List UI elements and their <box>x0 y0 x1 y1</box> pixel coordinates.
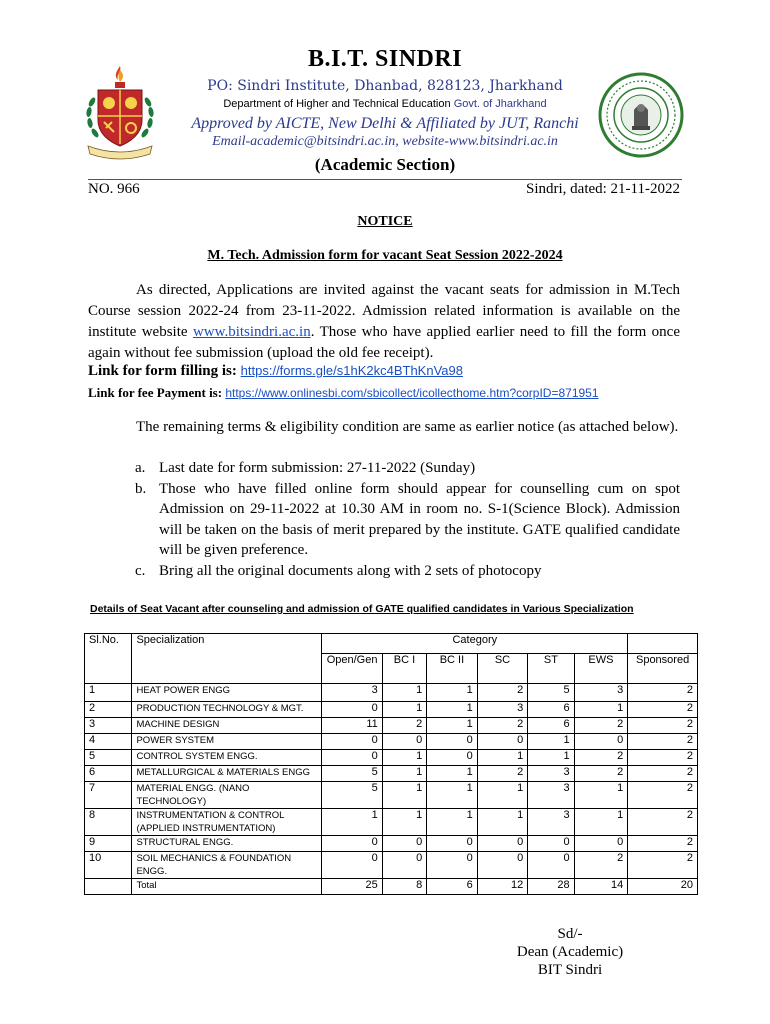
row-specialization: MACHINE DESIGN <box>132 718 322 734</box>
row-value-cell: 2 <box>628 809 698 836</box>
signature-title: Dean (Academic) <box>516 944 624 960</box>
row-value-cell: 0 <box>427 734 478 750</box>
row-value-cell: 6 <box>528 702 574 718</box>
row-value-cell: 0 <box>528 852 574 879</box>
table-row <box>85 782 698 809</box>
total-cell: 14 <box>574 879 628 895</box>
signature-institute: BIT Sindri <box>537 962 603 978</box>
total-row <box>85 879 698 895</box>
institute-title: B.I.T. SINDRI <box>307 46 463 72</box>
row-value-cell: 2 <box>477 684 528 702</box>
row-slno: 6 <box>85 766 132 782</box>
row-value-cell: 2 <box>477 718 528 734</box>
row-slno: 4 <box>85 734 132 750</box>
table-row <box>85 718 698 734</box>
row-specialization: POWER SYSTEM <box>132 734 322 750</box>
row-value-cell: 2 <box>628 782 698 809</box>
list-item-text: Last date for form submission: 27-11-2022 (Sunday) <box>159 460 476 476</box>
row-value-cell: 0 <box>427 750 478 766</box>
row-value-cell: 2 <box>628 852 698 879</box>
header-spec-cont <box>132 654 322 684</box>
header-bc2: BC II <box>427 654 478 684</box>
total-label: Total <box>132 879 322 895</box>
row-value-cell: 1 <box>574 809 628 836</box>
form-link-line <box>88 363 463 380</box>
header-divider <box>88 179 682 180</box>
form-link[interactable]: https://forms.gle/s1hK2kc4BThKnVa98 <box>240 363 463 378</box>
row-value-cell: 1 <box>477 782 528 809</box>
department-name: Department of Higher and Technical Education <box>223 98 451 110</box>
row-value-cell: 1 <box>427 702 478 718</box>
row-value-cell: 1 <box>382 782 426 809</box>
header-st: ST <box>528 654 574 684</box>
header-ews: EWS <box>574 654 628 684</box>
row-specialization: METALLURGICAL & MATERIALS ENGG <box>132 766 322 782</box>
row-value-cell: 2 <box>628 836 698 852</box>
row-slno: 3 <box>85 718 132 734</box>
row-value-cell: 0 <box>477 836 528 852</box>
section-name: (Academic Section) <box>314 155 456 174</box>
row-value-cell: 1 <box>382 750 426 766</box>
row-value-cell: 6 <box>528 718 574 734</box>
row-value-cell: 0 <box>322 852 382 879</box>
row-value-cell: 3 <box>574 684 628 702</box>
government-name: Govt. of Jharkhand <box>453 98 547 110</box>
row-slno: 9 <box>85 836 132 852</box>
row-value-cell: 1 <box>574 782 628 809</box>
notice-heading: NOTICE <box>357 214 413 229</box>
header-slno-cont <box>85 654 132 684</box>
row-value-cell: 2 <box>628 718 698 734</box>
notice-paragraph-2 <box>88 417 680 438</box>
row-value-cell: 2 <box>574 750 628 766</box>
header-category-pad <box>628 634 698 654</box>
row-value-cell: 1 <box>477 809 528 836</box>
email-website-line: Email-academic@bitsindri.ac.in, website-www.bitsindri.ac.in <box>212 134 558 149</box>
total-cell: 8 <box>382 879 426 895</box>
row-value-cell: 2 <box>382 718 426 734</box>
header-open-gen: Open/Gen <box>322 654 382 684</box>
row-value-cell: 0 <box>574 734 628 750</box>
header-slno: Sl.No. <box>85 634 132 654</box>
table-row <box>85 702 698 718</box>
row-slno: 5 <box>85 750 132 766</box>
row-value-cell: 5 <box>322 766 382 782</box>
row-value-cell: 3 <box>477 702 528 718</box>
seat-table-title: Details of Seat Vacant after counseling and admission of GATE qualified candidates in Various Specialization <box>90 603 634 615</box>
notice-subject: M. Tech. Admission form for vacant Seat Session 2022-2024 <box>207 248 563 263</box>
row-value-cell: 2 <box>628 702 698 718</box>
row-value-cell: 1 <box>427 766 478 782</box>
table-row <box>85 734 698 750</box>
list-item-text: Those who have filled online form should appear for counselling cum on spot Admission on 29-11-2022 at 10.30 AM in room no. S-1(Science Block). Admission will be taken on the basis of merit prepared by the institute. GATE qualified candidate will be given preference. <box>159 480 680 558</box>
row-slno: 2 <box>85 702 132 718</box>
row-value-cell: 3 <box>528 782 574 809</box>
row-value-cell: 1 <box>427 718 478 734</box>
row-value-cell: 1 <box>477 750 528 766</box>
table-row <box>85 852 698 879</box>
total-cell: 25 <box>322 879 382 895</box>
row-specialization: MATERIAL ENGG. (NANO TECHNOLOGY) <box>132 782 322 809</box>
row-value-cell: 0 <box>322 702 382 718</box>
row-slno: 10 <box>85 852 132 879</box>
header-bc1: BC I <box>382 654 426 684</box>
row-value-cell: 1 <box>528 750 574 766</box>
list-item-text: Bring all the original documents along with 2 sets of photocopy <box>159 562 542 579</box>
row-value-cell: 5 <box>322 782 382 809</box>
list-marker: c. <box>135 562 146 579</box>
row-slno: 8 <box>85 809 132 836</box>
instruction-list <box>135 458 680 581</box>
row-value-cell: 0 <box>477 734 528 750</box>
fee-link-label: Link for fee Payment is: <box>88 385 226 400</box>
row-value-cell: 1 <box>427 782 478 809</box>
row-value-cell: 11 <box>322 718 382 734</box>
row-value-cell: 0 <box>528 836 574 852</box>
total-cell: 12 <box>477 879 528 895</box>
row-value-cell: 3 <box>322 684 382 702</box>
table-row <box>85 684 698 702</box>
row-value-cell: 3 <box>528 766 574 782</box>
header-category: Category <box>322 634 628 654</box>
para2-text: The remaining terms & eligibility condition are same as earlier notice (as attached below). <box>136 419 679 435</box>
fee-link[interactable]: https://www.onlinesbi.com/sbicollect/icollecthome.htm?corpID=871951 <box>225 386 599 400</box>
notice-date: Sindri, dated: 21-11-2022 <box>525 181 680 197</box>
signature-sd: Sd/- <box>557 926 583 942</box>
table-row <box>85 836 698 852</box>
row-value-cell: 0 <box>322 750 382 766</box>
header-sc: SC <box>477 654 528 684</box>
row-value-cell: 2 <box>574 852 628 879</box>
notice-number: NO. 966 <box>88 181 140 197</box>
table-row <box>85 766 698 782</box>
website-link[interactable]: www.bitsindri.ac.in <box>192 324 311 340</box>
row-specialization: PRODUCTION TECHNOLOGY & MGT. <box>132 702 322 718</box>
row-slno: 1 <box>85 684 132 702</box>
row-slno: 7 <box>85 782 132 809</box>
row-value-cell: 2 <box>574 766 628 782</box>
row-value-cell: 1 <box>528 734 574 750</box>
row-specialization: HEAT POWER ENGG <box>132 684 322 702</box>
para1-text-a: As directed, Applications are invited against the vacant seats for admission in M.Tech Course session 2022-24 from 23-11-2022. Admission related information is available on the institute website <box>88 282 680 340</box>
table-row <box>85 809 698 836</box>
row-value-cell: 1 <box>427 684 478 702</box>
header-sponsored: Sponsored <box>628 654 698 684</box>
row-value-cell: 2 <box>628 750 698 766</box>
row-value-cell: 5 <box>528 684 574 702</box>
row-value-cell: 1 <box>427 809 478 836</box>
row-value-cell: 0 <box>574 836 628 852</box>
row-value-cell: 1 <box>382 702 426 718</box>
row-value-cell: 3 <box>528 809 574 836</box>
fee-link-line <box>88 385 599 401</box>
row-value-cell: 1 <box>382 766 426 782</box>
row-value-cell: 1 <box>382 809 426 836</box>
seat-vacancy-table <box>84 633 698 895</box>
total-cell: 6 <box>427 879 478 895</box>
form-link-label: Link for form filling is: <box>88 363 241 379</box>
row-value-cell: 1 <box>382 684 426 702</box>
list-item <box>135 458 680 479</box>
row-value-cell: 0 <box>427 852 478 879</box>
total-cell: 28 <box>528 879 574 895</box>
header-specialization: Specialization <box>132 634 322 654</box>
list-item <box>135 479 680 561</box>
row-value-cell: 0 <box>322 836 382 852</box>
para1-text-b: . Those who have applied earlier need to fill the form once again without fee submission (upload the old fee receipt). <box>88 324 680 361</box>
list-marker: b. <box>135 480 147 497</box>
row-value-cell: 0 <box>382 852 426 879</box>
row-value-cell: 0 <box>427 836 478 852</box>
total-cell: 20 <box>628 879 698 895</box>
row-specialization: SOIL MECHANICS & FOUNDATION ENGG. <box>132 852 322 879</box>
institute-address: PO: Sindri Institute, Dhanbad, 828123, Jharkhand <box>207 78 563 94</box>
department-line <box>0 98 770 110</box>
row-value-cell: 1 <box>574 702 628 718</box>
row-value-cell: 0 <box>477 852 528 879</box>
row-specialization: STRUCTURAL ENGG. <box>132 836 322 852</box>
table-row <box>85 750 698 766</box>
row-value-cell: 1 <box>322 809 382 836</box>
row-value-cell: 2 <box>477 766 528 782</box>
row-value-cell: 0 <box>382 734 426 750</box>
notice-paragraph-1 <box>88 280 680 364</box>
signature-block <box>510 925 630 979</box>
row-value-cell: 0 <box>322 734 382 750</box>
approval-line: Approved by AICTE, New Delhi & Affiliated by JUT, Ranchi <box>191 115 579 132</box>
list-marker: a. <box>135 460 146 476</box>
row-value-cell: 2 <box>628 684 698 702</box>
row-value-cell: 2 <box>628 766 698 782</box>
total-slno <box>85 879 132 895</box>
row-value-cell: 0 <box>382 836 426 852</box>
list-item <box>135 561 680 582</box>
row-specialization: CONTROL SYSTEM ENGG. <box>132 750 322 766</box>
row-value-cell: 2 <box>628 734 698 750</box>
row-value-cell: 2 <box>574 718 628 734</box>
row-specialization: INSTRUMENTATION & CONTROL (APPLIED INSTRUMENTATION) <box>132 809 322 836</box>
